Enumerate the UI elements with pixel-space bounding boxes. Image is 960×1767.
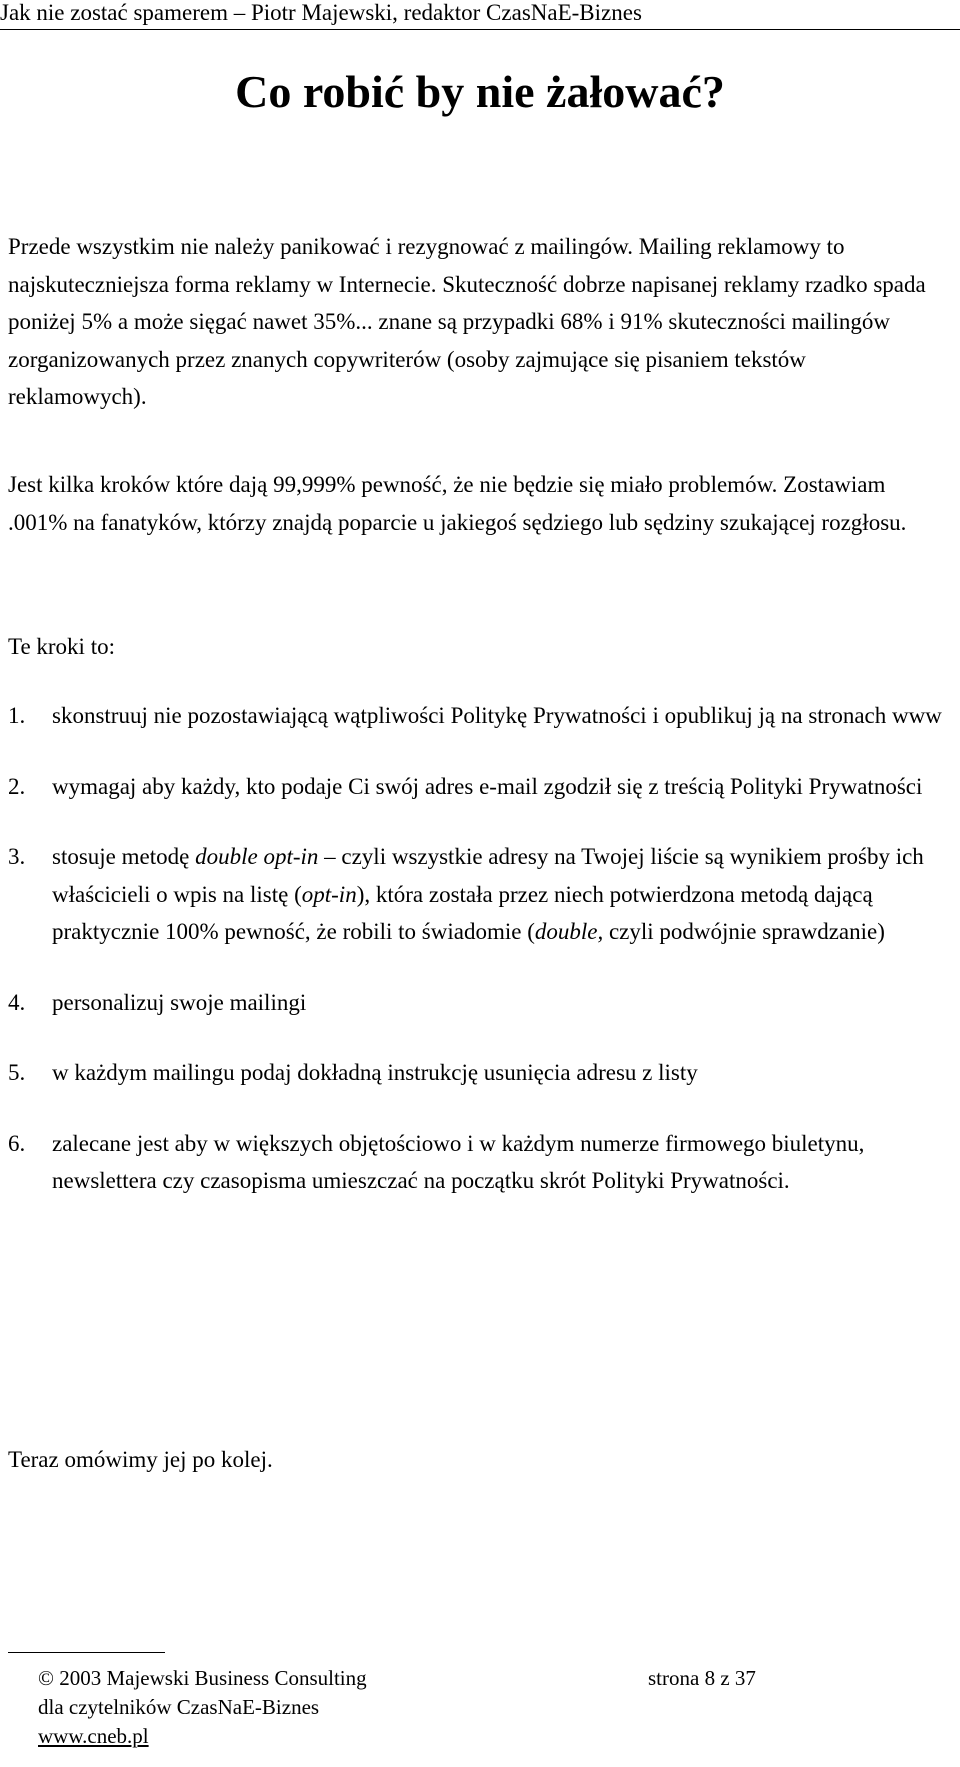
page-title: Co robić by nie żałować? — [235, 66, 725, 117]
paragraph-closing: Teraz omówimy jej po kolej. — [8, 1447, 273, 1472]
list-item — [8, 984, 948, 1022]
footer-rule — [8, 1652, 165, 1653]
paragraph-steps-label: Te kroki to: — [8, 634, 115, 659]
emphasis-opt-in: opt-in — [301, 881, 357, 907]
list-item-number: 2. — [8, 773, 26, 799]
list-item-number: 6. — [8, 1130, 26, 1156]
page-number: strona 8 z 37 — [648, 1666, 756, 1690]
list-item-number: 4. — [8, 989, 26, 1015]
list-item-text: w każdym mailingu podaj dokładną instrukcję usunięcia adresu z listy — [52, 1060, 698, 1085]
steps-list — [8, 697, 948, 1233]
footer-website-link[interactable]: www.cneb.pl — [38, 1724, 149, 1748]
list-item-number: 1. — [8, 703, 26, 728]
list-item-text: wymagaj aby każdy, kto podaje Ci swój adres e-mail zgodził się z treścią Polityki Prywatności — [52, 773, 923, 799]
list-item-number: 3. — [8, 844, 26, 869]
list-item-text: zalecane jest aby w większych objętościowo i w każdym numerze firmowego biuletynu, newslettera czy czasopisma umieszczać na początku skrót Polityki Prywatności. — [52, 1130, 865, 1193]
text-run: stosuje metodę — [52, 844, 196, 869]
list-item-text — [52, 844, 924, 944]
header-rule — [0, 29, 960, 30]
running-header: Jak nie zostać spamerem – Piotr Majewski, redaktor CzasNaE-Biznes — [0, 0, 642, 25]
text-run: ), która została przez niech potwierdzona metodą dającą praktycznie 100% pewność, że robili to świadomie ( — [52, 881, 873, 944]
list-item — [8, 838, 948, 951]
list-item-number: 5. — [8, 1060, 26, 1085]
footer-readers: dla czytelników CzasNaE-Biznes — [38, 1695, 320, 1719]
paragraph-intro: Przede wszystkim nie należy panikować i rezygnować z mailingów. Mailing reklamowy to najskuteczniejsza forma reklamy w Internecie. Skuteczność dobrze napisanej reklamy rzadko spada poniżej 5% a może sięgać nawet 35%... znane są przypadki 68% i 91% skuteczności mailingów zorganizowanych przez znanych copywriterów (osoby zajmujące się pisaniem tekstów reklamowych). — [8, 234, 926, 409]
footer-copyright: © 2003 Majewski Business Consulting — [38, 1666, 367, 1690]
text-run: czyli podwójnie sprawdzanie) — [603, 919, 885, 944]
list-item-text: personalizuj swoje mailingi — [52, 989, 307, 1015]
list-item — [8, 697, 948, 735]
list-item — [8, 768, 948, 806]
list-item — [8, 1125, 948, 1200]
list-item — [8, 1054, 948, 1092]
emphasis-double-opt-in: double opt-in — [195, 844, 319, 869]
footer-credits — [38, 1664, 367, 1751]
text-run: – czyli wszystkie adresy na Twojej liście są wynikiem prośby ich właścicieli o wpis na listę ( — [52, 844, 924, 907]
list-item-text: skonstruuj nie pozostawiającą wątpliwości Politykę Prywatności i opublikuj ją na stronach www — [52, 703, 942, 728]
emphasis-double: double, — [534, 919, 604, 944]
paragraph-steps-intro: Jest kilka kroków które dają 99,999% pewność, że nie będzie się miało problemów. Zostawiam .001% na fanatyków, którzy znajdą poparcie u jakiegoś sędziego lub sędziny szukającej rozgłosu. — [8, 472, 907, 535]
